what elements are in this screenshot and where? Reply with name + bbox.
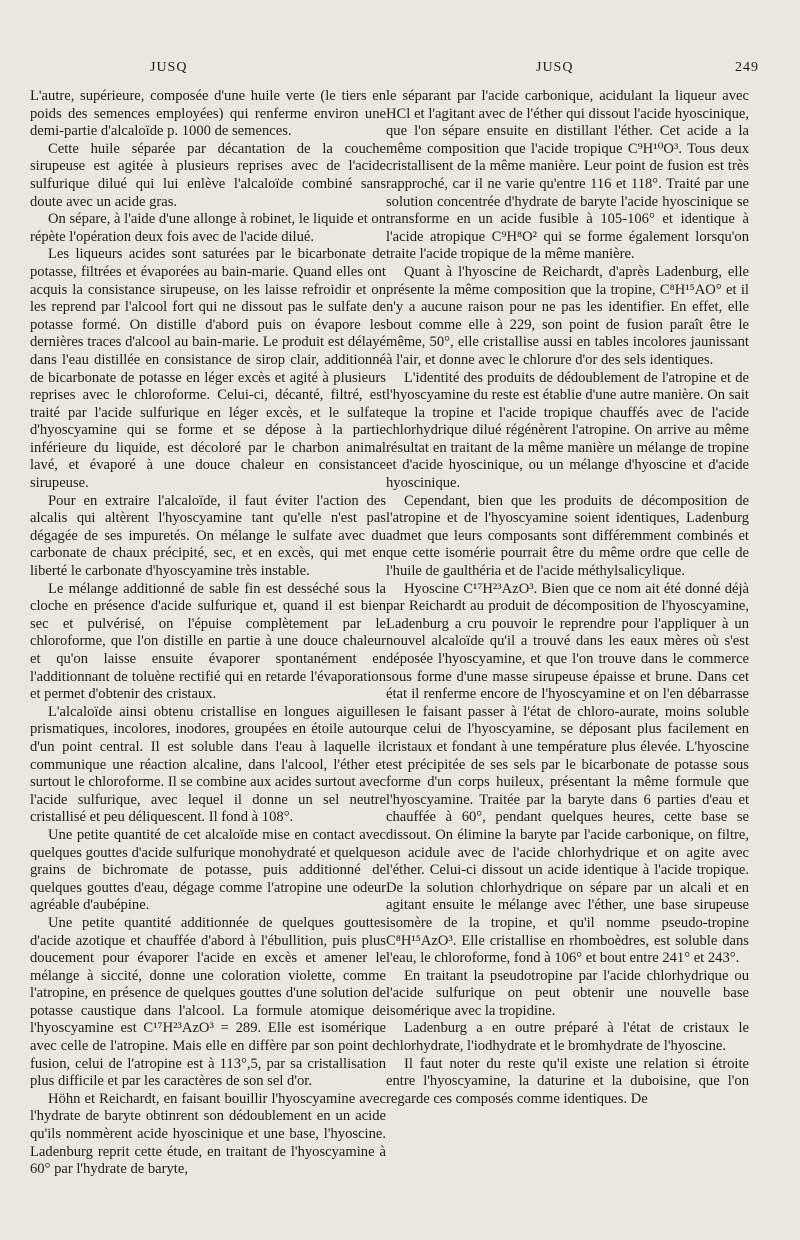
paragraph: Cependant, bien que les produits de décomposition de l'atropine et de l'hyoscyamine soient identiques, Ladenburg admet que leurs composants sont différemment combinés et que cette isomérie pourrait être du même ordre que celle de l'huile de gaulthéria et de l'acide méthylsalicylique. <box>386 492 749 580</box>
paragraph: L'autre, supérieure, composée d'une huile verte (le tiers en poids des semences employées) qui renferme environ une demi-partie d'alcaloïde p. 1000 de semences. <box>30 88 386 140</box>
left-column <box>30 88 386 1179</box>
page-number: 249 <box>735 60 759 75</box>
paragraph: Le mélange additionné de sable fin est desséché sous la cloche en présence d'acide sulfurique et, quand il est bien sec et pulvérisé, on l'épuise complètement par le chloroforme, que l'on distille en partie à une douce chaleur et qu'on laisse ensuite évaporer spontanément en l'additionnant de toluène rectifié qui en retarde l'évaporation et permet d'obtenir des cristaux. <box>30 580 386 703</box>
running-head <box>0 60 800 82</box>
paragraph: Quant à l'hyoscine de Reichardt, d'après Ladenburg, elle présente la même composition que la tropine, C⁸H¹⁵AO° et il n'y a aucune raison pour ne pas les identifier. En effet, elle bout comme elle à 229, son point de fusion paraît être le même, 50°, elle cristallise aussi en tables incolores jaunissant à l'air, et donne avec le chlorure d'or des sels identiques. <box>386 263 749 368</box>
paragraph: Une petite quantité additionnée de quelques gouttes d'acide azotique et chauffée d'abord à l'ébullition, puis plus doucement pour évaporer l'acide en excès et amener le mélange à siccité, donne une coloration violette, comme l'atropine, en présence de quelques gouttes d'une solution de potasse caustique dans l'alcool. La formule atomique de l'hyoscyamine est C¹⁷H²³AzO³ = 289. Elle est isomérique avec celle de l'atropine. Mais elle en diffère par son point de fusion, celui de l'atropine est à 113°,5, par sa cristallisation plus difficile et par les caractères de son sel d'or. <box>30 914 386 1090</box>
paragraph: Ladenburg a en outre préparé à l'état de cristaux le chlorhydrate, l'iodhydrate et le bromhydrate de l'hyoscine. <box>386 1020 749 1055</box>
paragraph: Les liqueurs acides sont saturées par le bicarbonate de potasse, filtrées et évaporées au bain-marie. Quand elles ont acquis la consistance sirupeuse, on les laisse refroidir et on les reprend par l'alcool fort qui ne dissout pas le sulfate de potasse formé. On distille d'abord puis on évapore les dernières traces d'alcool au bain-marie. Le produit est délayé dans l'eau distillée en consistance de sirop clair, additionné de bicarbonate de potasse en léger excès et agité à plusieurs reprises avec le chloroforme. Celui-ci, décanté, filtré, est traité par l'acide sulfurique en léger excès, et le sulfate d'hyoscyamine qui se forme et se dépose à la partie inférieure du liquide, est décoloré par le charbon animal lavé, et évaporé à une douce chaleur en consistance sirupeuse. <box>30 246 386 492</box>
paragraph: L'alcaloïde ainsi obtenu cristallise en longues aiguilles prismatiques, incolores, inodores, groupées en étoile autour d'un point central. Il est soluble dans l'eau à laquelle il communique une réaction alcaline, dans l'alcool, l'éther et surtout le chloroforme. Il se combine aux acides surtout avec l'acide sulfurique, avec lequel il donne un sel neutre cristallisé et peu déliquescent. Il fond à 108°. <box>30 703 386 826</box>
paragraph: L'identité des produits de dédoublement de l'atropine et de l'hyoscyamine du reste est établie d'une autre manière. On sait que la tropine et l'acide tropique chauffés avec de l'acide chlorhydrique dilué régénèrent l'atropine. On arrive au même résultat en traitant de la même manière un mélange de tropine et d'acide hyoscinique, ou un mélange d'hyoscine et d'acide hyoscinique. <box>386 369 749 492</box>
paragraph: Pour en extraire l'alcaloïde, il faut éviter l'action des alcalis qui altèrent l'hyoscyamine tant qu'elle n'est pas dégagée de ses impuretés. On mélange le sulfate avec du carbonate de chaux précipité, sec, et en excès, qui met en liberté le carbonate d'hyoscyamine très instable. <box>30 492 386 580</box>
paragraph: Il faut noter du reste qu'il existe une relation si étroite entre l'hyoscyamine, la daturine et la duboisine, que l'on regarde ces composés comme identiques. De <box>386 1055 749 1107</box>
paragraph: Une petite quantité de cet alcaloïde mise en contact avec quelques gouttes d'acide sulfurique monohydraté et quelques grains de bichromate de potasse, puis additionné de quelques gouttes d'eau, dégage comme l'atropine une odeur agréable d'aubépine. <box>30 826 386 914</box>
right-column <box>386 88 749 1108</box>
paragraph: Höhn et Reichardt, en faisant bouillir l'hyoscyamine avec l'hydrate de baryte obtinrent son dédoublement en un acide qu'ils nommèrent acide hyoscinique et une base, l'hyoscine. Ladenburg reprit cette étude, en traitant de l'hyoscyamine à 60° par l'hydrate de baryte, <box>30 1090 386 1178</box>
paragraph: Hyoscine C¹⁷H²³AzO³. Bien que ce nom ait été donné déjà par Reichardt au produit de décomposition de l'hyoscyamine, Ladenburg a cru pouvoir le reprendre pour l'appliquer à un nouvel alcaloïde qu'il a trouvé dans les eaux mères où s'est déposée l'hyoscyamine, et que l'on trouve dans le commerce sous forme d'une masse sirupeuse épaisse et brune. Dans cet état il renferme encore de l'hyoscyamine et on l'en débarrasse en le faisant passer à l'état de chloro-aurate, moins soluble que celui de l'hyoscyamine, se déposant plus facilement en cristaux et fondant à une température plus élevée. L'hyoscine est précipitée de ses sels par le bicarbonate de potasse sous forme d'un corps huileux, présentant la même formule que l'hyoscyamine. Traitée par la baryte dans 6 parties d'eau et chauffée à 60°, pendant quelques heures, cette base se dissout. On élimine la baryte par l'acide carbonique, on filtre, on acidule avec de l'acide chlorhydrique et on agite avec l'éther. Celui-ci dissout un acide identique à l'acide tropique. De la solution chlorhydrique on sépare par un alcali et en agitant ensuite le mélange avec l'éther, une base sirupeuse isomère de la tropine, et qu'il nomme pseudo-tropine C⁸H¹⁵AzO³. Elle cristallise en rhomboèdres, est soluble dans l'eau, le chloroforme, fond à 106° et bout entre 241° et 243°. <box>386 580 749 967</box>
running-title-right: JUSQ <box>536 60 574 75</box>
paragraph: le séparant par l'acide carbonique, acidulant la liqueur avec HCl et l'agitant avec de l'éther qui dissout l'acide hyoscinique, que l'on sépare ensuite en distillant l'éther. Cet acide a la même composition que l'acide tropique C⁹H¹⁰O³. Tous deux cristallisent de la même manière. Leur point de fusion est très rapproché, car il ne varie qu'entre 116 et 118°. Traité par une solution concentrée d'hydrate de baryte l'acide hyoscinique se transforme en un acide fusible à 105-106° et identique à l'acide atropique C⁹H⁸O² qui se forme également lorsqu'on traite l'acide tropique de la même manière. <box>386 88 749 263</box>
paragraph: En traitant la pseudotropine par l'acide chlorhydrique ou l'acide sulfurique on peut obtenir une nouvelle base isomérique avec la tropidine. <box>386 967 749 1019</box>
paragraph: On sépare, à l'aide d'une allonge à robinet, le liquide et on répète l'opération deux fois avec de l'acide dilué. <box>30 211 386 245</box>
paragraph: Cette huile séparée par décantation de la couche sirupeuse est agitée à plusieurs reprises avec de l'acide sulfurique dilué qui lui enlève l'alcaloïde combiné sans doute avec un acide gras. <box>30 140 386 210</box>
running-title-left: JUSQ <box>150 60 188 75</box>
